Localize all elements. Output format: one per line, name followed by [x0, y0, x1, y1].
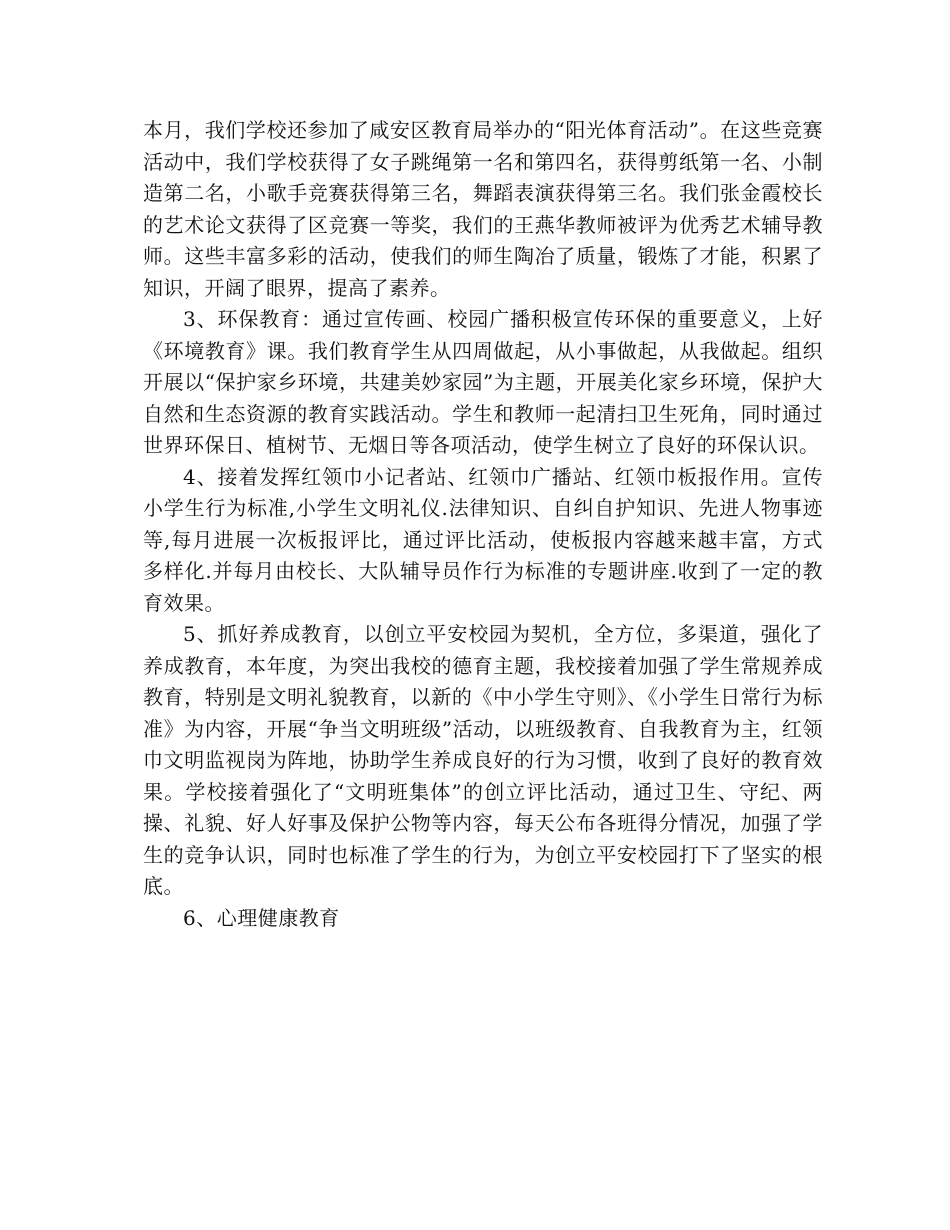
paragraph-red-scarf-stations: 4、接着发挥红领巾小记者站、红领巾广播站、红领巾板报作用。宣传小学生行为标准,小学生文明礼仪.法律知识、自纠自护知识、先进人物事迹等,每月进展一次板报评比，通过评比活动，使板报内容越来越丰富，方式多样化.并每月由校长、大队辅导员作行为标准的专题讲座.收到了一定的教育效果。 — [143, 464, 823, 615]
document-page — [143, 115, 823, 934]
paragraph-environmental-education: 3、环保教育：通过宣传画、校园广播积极宣传环保的重要意义，上好《环境教育》课。我们教育学生从四周做起，从小事做起，从我做起。组织开展以“保护家乡环境，共建美妙家园”为主题，开展美化家乡环境，保护大自然和生态资源的教育实践活动。学生和教师一起清扫卫生死角，同时通过世界环保日、植树节、无烟日等各项活动，使学生树立了良好的环保认识。 — [143, 307, 823, 457]
paragraph-sports-results: 本月，我们学校还参加了咸安区教育局举办的“阳光体育活动”。在这些竞赛活动中，我们学校获得了女子跳绳第一名和第四名，获得剪纸第一名、小制造第二名，小歌手竞赛获得第三名，舞蹈表演获得第三名。我们张金霞校长的艺术论文获得了区竞赛一等奖，我们的王燕华教师被评为优秀艺术辅导教师。这些丰富多彩的活动，使我们的师生陶冶了质量，锻炼了才能，积累了知识，开阔了眼界，提高了素养。 — [143, 118, 823, 300]
paragraph-habit-education: 5、抓好养成教育，以创立平安校园为契机，全方位，多渠道，强化了养成教育，本年度，为突出我校的德育主题，我校接着加强了学生常规养成教育，特别是文明礼貌教育，以新的《中小学生守则》、《小学生日常行为标准》为内容，开展“争当文明班级”活动，以班级教育、自我教育为主，红领巾文明监视岗为阵地，协助学生养成良好的行为习惯，收到了良好的教育效果。学校接着强化了“文明班集体”的创立评比活动，通过卫生、守纪、两操、礼貌、好人好事及保护公物等内容，每天公布各班得分情况，加强了学生的竞争认识，同时也标准了学生的行为，为创立平安校园打下了坚实的根底。 — [143, 622, 823, 898]
paragraph-mental-health-heading: 6、心理健康教育 — [183, 905, 340, 930]
